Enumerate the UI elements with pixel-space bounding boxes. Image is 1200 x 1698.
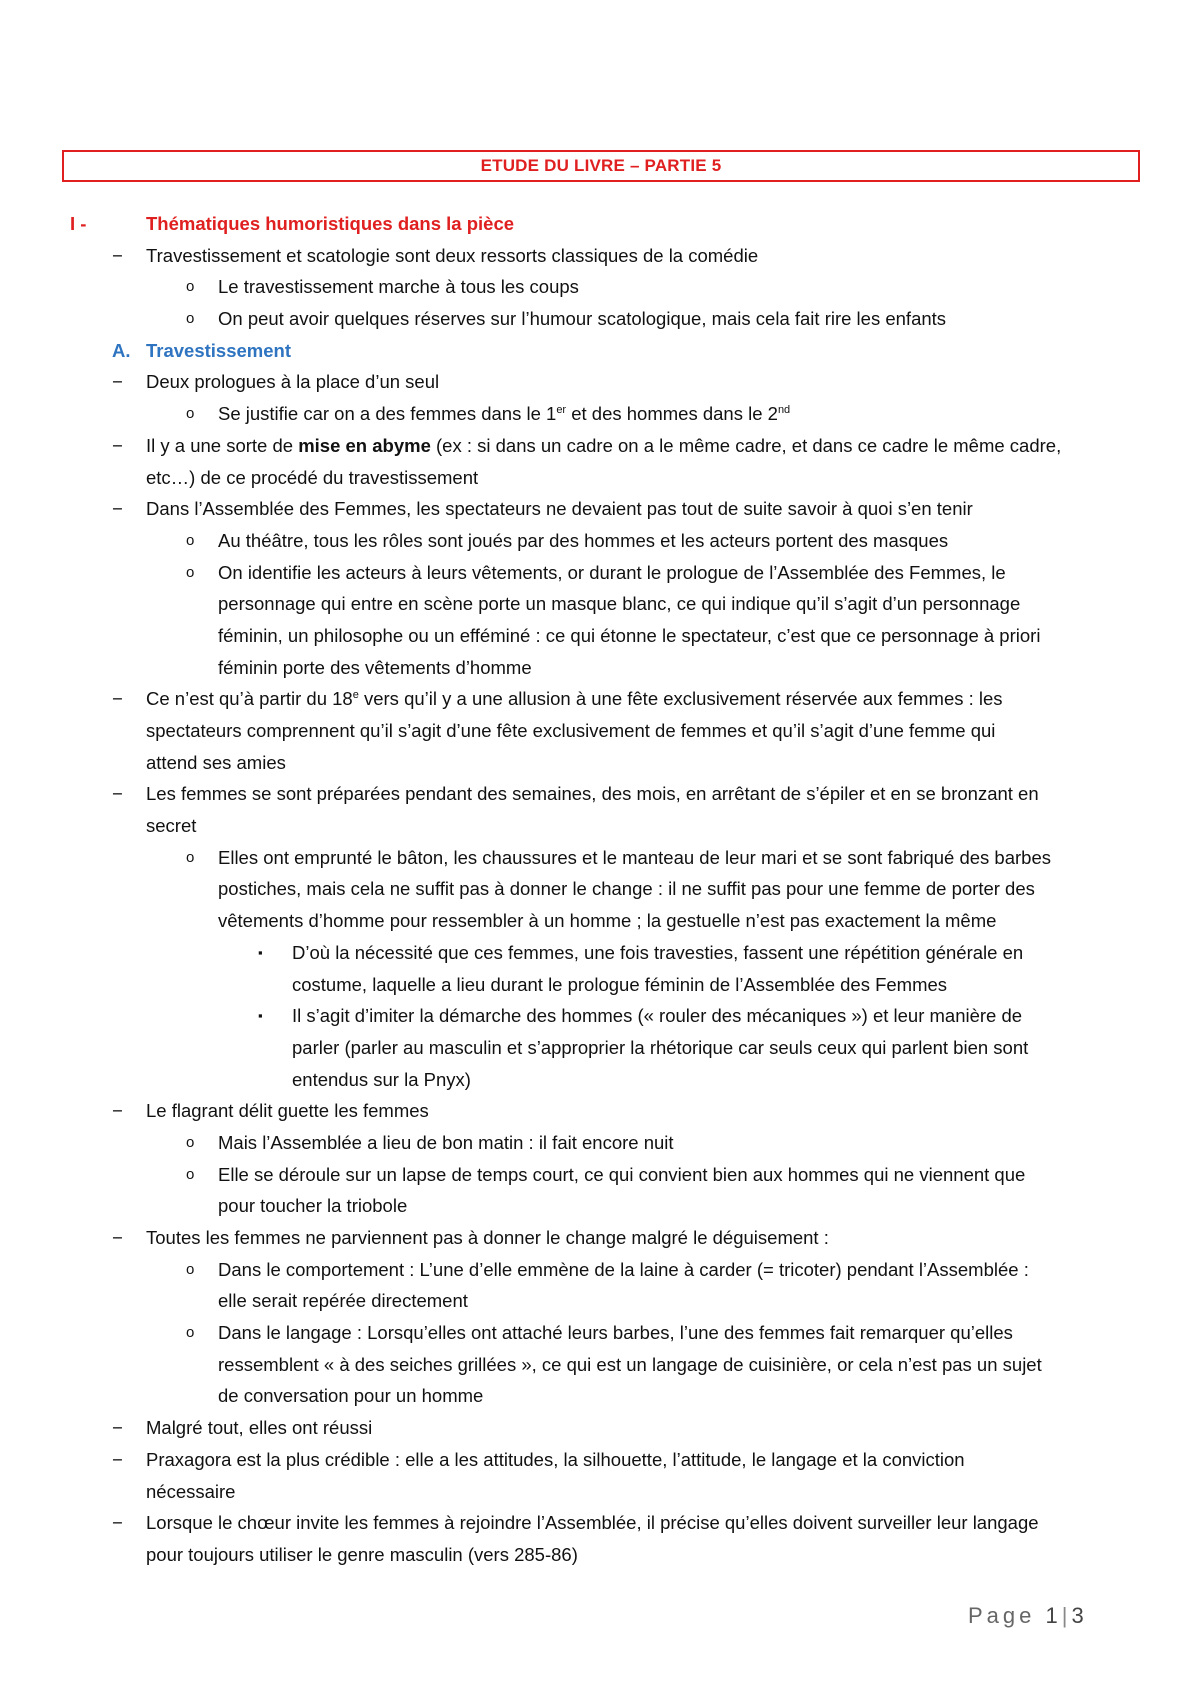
section-marker: I -: [70, 213, 87, 234]
list-item-text: Ce n’est qu’à partir du 18e vers qu’il y a une allusion à une fête exclusivement réservée aux femmes : les: [146, 688, 1003, 710]
document-title: ETUDE DU LIVRE – PARTIE 5: [480, 156, 722, 175]
list-item-continuation: attend ses amies: [146, 751, 286, 773]
circle-bullet: o: [186, 405, 195, 423]
dash-bullet: −: [112, 1448, 123, 1470]
list-item-continuation: pour toucher la triobole: [218, 1195, 408, 1217]
square-bullet: ▪: [258, 1008, 263, 1024]
section-heading: [70, 208, 1150, 240]
list-item: o On identifie les acteurs à leurs vêtements, or durant le prologue de l’Assemblée des Femmes, le: [70, 557, 1150, 589]
list-item-continuation: ressemblent « à des seiches grillées », ce qui est un langage de cuisinière, or cela n’est pas un sujet: [218, 1353, 1042, 1375]
dash-bullet: −: [112, 1417, 123, 1439]
list-item: [70, 683, 1150, 715]
dash-bullet: −: [112, 688, 123, 710]
list-item: − Lorsque le chœur invite les femmes à rejoindre l’Assemblée, il précise qu’elles doivent surveiller leur langage: [70, 1507, 1150, 1539]
list-item: − Dans l’Assemblée des Femmes, les spectateurs ne devaient pas tout de suite savoir à quoi s’en tenir: [70, 493, 1150, 525]
document-body: [70, 208, 1150, 1571]
list-item-continuation: entendus sur la Pnyx): [292, 1068, 471, 1090]
list-item: o Dans le comportement : L’une d’elle emmène de la laine à carder (= tricoter) pendant l’Assemblée :: [70, 1254, 1150, 1286]
list-item-continuation: personnage qui entre en scène porte un masque blanc, ce qui indique qu’il s’agit d’un personnage: [218, 593, 1021, 615]
footer-separator: |: [1061, 1603, 1072, 1628]
list-item: o Le travestissement marche à tous les coups: [70, 271, 1150, 303]
circle-bullet: o: [186, 310, 195, 328]
dash-bullet: −: [112, 1512, 123, 1534]
circle-bullet: o: [186, 278, 195, 296]
list-item-continuation: de conversation pour un homme: [218, 1385, 484, 1407]
list-item-continuation: féminin, un philosophe ou un efféminé : ce qui étonne le spectateur, c’est que ce personnage à priori: [218, 624, 1041, 646]
dash-bullet: −: [112, 371, 123, 393]
dash-bullet: −: [112, 1227, 123, 1248]
dash-bullet: −: [112, 498, 123, 520]
footer-page-total: 3: [1071, 1603, 1088, 1628]
list-item-continuation: costume, laquelle a lieu durant le prologue féminin de l’Assemblée des Femmes: [292, 973, 948, 995]
list-item: ▪ Il s’agit d’imiter la démarche des hommes (« rouler des mécaniques ») et leur manière de: [70, 1000, 1150, 1032]
dash-bullet: −: [112, 434, 123, 456]
list-item: o Elle se déroule sur un lapse de temps court, ce qui convient bien aux hommes qui ne viennent que: [70, 1159, 1150, 1191]
subsection-marker: A.: [112, 339, 131, 361]
list-item: − Toutes les femmes ne parviennent pas à donner le change malgré le déguisement :: [70, 1222, 1150, 1254]
list-item-continuation: féminin porte des vêtements d’homme: [218, 656, 532, 678]
list-item-text: Il y a une sorte de mise en abyme (ex : si dans un cadre on a le même cadre, et dans ce cadre le même cadre,: [146, 434, 1062, 456]
circle-bullet: o: [186, 531, 195, 549]
list-item-continuation: spectateurs comprennent qu’il s’agit d’une fête exclusivement de femmes et qu’il s’agit d’une femme qui: [146, 720, 996, 741]
circle-bullet: o: [186, 1324, 195, 1342]
list-item: o Mais l’Assemblée a lieu de bon matin : il fait encore nuit: [70, 1127, 1150, 1159]
dash-bullet: −: [112, 244, 123, 266]
list-item: o Elles ont emprunté le bâton, les chaussures et le manteau de leur mari et se sont fabriqué des barbes: [70, 842, 1150, 874]
list-item: [70, 430, 1150, 462]
dash-bullet: −: [112, 783, 123, 805]
subsection-heading: [70, 335, 1150, 367]
circle-bullet: o: [186, 1260, 195, 1278]
footer-label: Page: [968, 1603, 1036, 1628]
list-item: [70, 398, 1150, 430]
list-item-continuation: etc…) de ce procédé du travestissement: [146, 466, 479, 488]
square-bullet: ▪: [258, 944, 263, 960]
list-item: o Au théâtre, tous les rôles sont joués par des hommes et les acteurs portent des masques: [70, 525, 1150, 557]
circle-bullet: o: [186, 848, 195, 866]
list-item: − Le flagrant délit guette les femmes: [70, 1095, 1150, 1127]
page-footer: [968, 1603, 1088, 1629]
list-item-continuation: secret: [146, 815, 197, 837]
list-item: − Malgré tout, elles ont réussi: [70, 1412, 1150, 1444]
section-label: Thématiques humoristiques dans la pièce: [146, 213, 515, 234]
list-item: − Travestissement et scatologie sont deux ressorts classiques de la comédie: [70, 240, 1150, 272]
footer-page-number: 1: [1045, 1603, 1062, 1628]
list-item: o Dans le langage : Lorsqu’elles ont attaché leurs barbes, l’une des femmes fait remarquer qu’elles: [70, 1317, 1150, 1349]
list-item-continuation: pour toujours utiliser le genre masculin (vers 285-86): [146, 1543, 578, 1565]
list-item: − Les femmes se sont préparées pendant des semaines, des mois, en arrêtant de s’épiler et en se bronzant en: [70, 778, 1150, 810]
list-item-continuation: nécessaire: [146, 1480, 236, 1502]
list-item: − Deux prologues à la place d’un seul: [70, 366, 1150, 398]
document-title-box: [62, 150, 1140, 182]
list-item-continuation: elle serait repérée directement: [218, 1290, 468, 1312]
list-item-text: Se justifie car on a des femmes dans le 1er et des hommes dans le 2nd: [218, 403, 791, 425]
list-item: o On peut avoir quelques réserves sur l’humour scatologique, mais cela fait rire les enfants: [70, 303, 1150, 335]
list-item-continuation: parler (parler au masculin et s’approprier la rhétorique car seuls ceux qui parlent bien sont: [292, 1036, 1029, 1058]
subsection-label: Travestissement: [146, 339, 292, 361]
list-item: − Praxagora est la plus crédible : elle a les attitudes, la silhouette, l’attitude, le langage et la conviction: [70, 1444, 1150, 1476]
list-item-continuation: postiches, mais cela ne suffit pas à donner le change : il ne suffit pas pour une femme de porter des: [218, 878, 1035, 900]
list-item-continuation: vêtements d’homme pour ressembler à un homme ; la gestuelle n’est pas exactement la même: [218, 910, 997, 932]
list-item: ▪ D’où la nécessité que ces femmes, une fois travesties, fassent une répétition générale en: [70, 937, 1150, 969]
circle-bullet: o: [186, 563, 195, 581]
dash-bullet: −: [112, 1100, 123, 1122]
circle-bullet: o: [186, 1133, 195, 1151]
circle-bullet: o: [186, 1165, 195, 1183]
